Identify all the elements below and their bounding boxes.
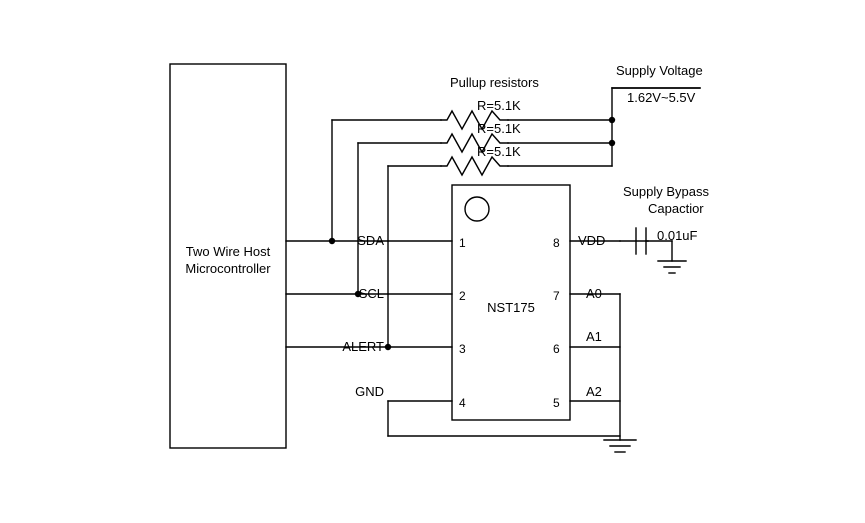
pin-label-gnd: GND [355,384,384,399]
junction-dot-supply-1 [609,117,615,123]
pin-number-7: 7 [553,289,560,303]
pin-number-4: 4 [459,396,466,410]
pin-label-alert: ALERT [342,339,384,354]
chip-pin1-marker [465,197,489,221]
pin-number-1: 1 [459,236,466,250]
chip-part-number: NST175 [487,300,535,315]
pin-label-a1: A1 [586,329,602,344]
host-block-label-line2: Microcontroller [185,261,271,276]
pullup-resistors-title: Pullup resistors [450,75,539,90]
bypass-capacitor-title-line2: Capactior [648,201,704,216]
capacitor-value: 0.01uF [657,228,698,243]
supply-voltage-title: Supply Voltage [616,63,703,78]
pin-number-3: 3 [459,342,466,356]
pin-number-5: 5 [553,396,560,410]
host-block-label-line1: Two Wire Host [185,244,271,259]
pin-number-8: 8 [553,236,560,250]
resistor-value-2: R=5.1K [477,121,521,136]
pin-label-a2: A2 [586,384,602,399]
pin-number-6: 6 [553,342,560,356]
resistor-value-1: R=5.1K [477,98,521,113]
junction-dot-supply-2 [609,140,615,146]
resistor-value-3: R=5.1K [477,144,521,159]
supply-voltage-range: 1.62V~5.5V [627,90,696,105]
junction-dot-alert [385,344,391,350]
pin-number-2: 2 [459,289,466,303]
pin-label-sda: SDA [357,233,384,248]
bypass-capacitor-title-line1: Supply Bypass [623,184,709,199]
pin-label-vdd: VDD [578,233,606,248]
pin-label-a0: A0 [586,286,602,301]
pin-label-scl: SCL [358,286,384,301]
